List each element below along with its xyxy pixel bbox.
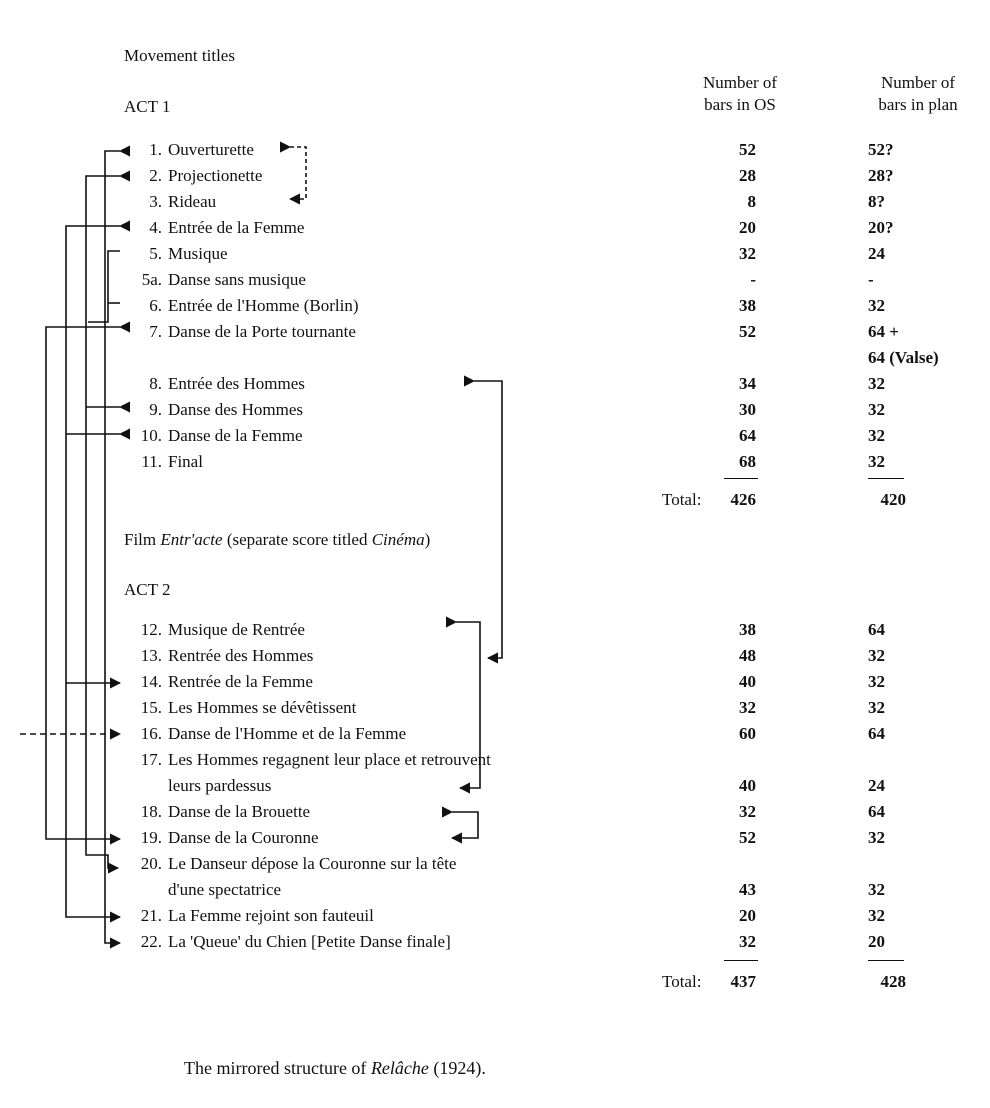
arrow-12-to-17 xyxy=(456,622,480,788)
bars-in-os: 64 xyxy=(739,426,756,445)
bars-in-plan: 24 xyxy=(868,244,885,263)
bars-in-plan: 64 xyxy=(868,620,885,639)
movement-number: 18. xyxy=(140,802,162,821)
movement-number: 22. xyxy=(140,932,162,951)
bars-in-os: 60 xyxy=(739,724,756,743)
plan-header-line1: Number of xyxy=(880,73,956,92)
caption-suffix: (1924). xyxy=(428,1058,486,1078)
film-title: Entr'acte xyxy=(160,530,223,549)
movement-title: Rentrée des Hommes xyxy=(168,646,314,665)
bars-in-plan: 32 xyxy=(868,452,885,471)
movement-title: leurs pardessus xyxy=(168,776,272,795)
movement-number: 17. xyxy=(140,750,162,769)
movement-title: Musique xyxy=(168,244,228,263)
movement-title: Ouverturette xyxy=(168,140,254,159)
bars-in-plan: 64 + xyxy=(868,322,899,341)
arrow-18-to-19 xyxy=(452,812,478,838)
movement-title: Rentrée de la Femme xyxy=(168,672,313,691)
caption-title: Relâche xyxy=(370,1058,429,1078)
movement-number: 15. xyxy=(140,698,162,717)
bars-in-os: 32 xyxy=(739,698,756,717)
bars-in-os: 30 xyxy=(739,400,756,419)
film-middle: (separate score titled xyxy=(222,530,372,549)
movement-title: Danse de la Porte tournante xyxy=(168,322,356,341)
bars-in-os: 8 xyxy=(747,192,756,211)
movement-number: 5. xyxy=(149,244,162,263)
bars-in-os: 52 xyxy=(739,828,756,847)
movement-number: 10. xyxy=(140,426,162,445)
bars-in-os: 48 xyxy=(739,646,756,665)
movement-title: Entrée des Hommes xyxy=(168,374,305,393)
bars-in-os: 40 xyxy=(739,776,756,795)
bars-in-os: 32 xyxy=(739,244,756,263)
movement-number: 2. xyxy=(149,166,162,185)
movement-number: 6. xyxy=(149,296,162,315)
bars-in-os: 40 xyxy=(739,672,756,691)
movement-title: La Femme rejoint son fauteuil xyxy=(168,906,374,925)
movement-title: Rideau xyxy=(168,192,217,211)
movement-title: Danse de la Femme xyxy=(168,426,303,445)
movement-number: 11. xyxy=(141,452,162,471)
bars-in-os: 28 xyxy=(739,166,756,185)
bars-in-os: 38 xyxy=(739,296,756,315)
bars-in-plan: 64 (Valse) xyxy=(868,348,939,367)
plan-header-line2: bars in plan xyxy=(878,95,958,114)
movement-title: d'une spectatrice xyxy=(168,880,282,899)
bars-in-plan: 52? xyxy=(868,140,894,159)
film-score-title: Cinéma xyxy=(371,530,425,549)
movement-title: Projectionette xyxy=(168,166,263,185)
act1-total-os: 426 xyxy=(730,490,756,509)
bars-in-os: 68 xyxy=(739,452,756,471)
bars-in-os: 52 xyxy=(739,322,756,341)
bars-in-plan: 32 xyxy=(868,400,885,419)
movement-number: 8. xyxy=(149,374,162,393)
movement-number: 21. xyxy=(140,906,162,925)
bars-in-plan: 32 xyxy=(868,698,885,717)
bars-in-plan: 32 xyxy=(868,906,885,925)
bars-in-plan: 32 xyxy=(868,296,885,315)
movement-number: 7. xyxy=(149,322,162,341)
bars-in-os: 38 xyxy=(739,620,756,639)
movement-title: Entrée de l'Homme (Borlin) xyxy=(168,296,359,315)
caption-prefix: The mirrored structure of xyxy=(184,1058,371,1078)
movement-title: Les Hommes se dévêtissent xyxy=(168,698,357,717)
bars-in-plan: - xyxy=(868,270,874,289)
bars-in-plan: 32 xyxy=(868,374,885,393)
movement-number: 14. xyxy=(140,672,162,691)
movement-title: Danse de l'Homme et de la Femme xyxy=(168,724,407,743)
arrow-5-to-14 xyxy=(88,251,120,322)
bars-in-plan: 64 xyxy=(868,724,885,743)
movement-title: Danse de la Couronne xyxy=(168,828,319,847)
movement-number: 1. xyxy=(149,140,162,159)
bars-in-plan: 32 xyxy=(868,880,885,899)
movement-number: 19. xyxy=(140,828,162,847)
bars-in-os: 52 xyxy=(739,140,756,159)
movement-title: Les Hommes regagnent leur place et retrouvent xyxy=(168,750,491,769)
act1-heading: ACT 1 xyxy=(124,97,171,116)
movement-number: 16. xyxy=(140,724,162,743)
movement-title: Entrée de la Femme xyxy=(168,218,305,237)
bars-in-plan: 32 xyxy=(868,828,885,847)
movement-number: 4. xyxy=(149,218,162,237)
movement-title: Final xyxy=(168,452,203,471)
film-suffix: ) xyxy=(424,530,431,549)
movement-titles-heading: Movement titles xyxy=(124,46,235,65)
bars-in-os: 20 xyxy=(739,906,756,925)
bars-in-plan: 64 xyxy=(868,802,885,821)
act1-total-plan: 420 xyxy=(880,490,906,509)
movement-title: La 'Queue' du Chien [Petite Danse finale] xyxy=(168,932,451,951)
bars-in-os: 43 xyxy=(739,880,756,899)
movement-title: Danse des Hommes xyxy=(168,400,304,419)
movement-number: 13. xyxy=(140,646,162,665)
bars-in-plan: 8? xyxy=(868,192,885,211)
act2-heading: ACT 2 xyxy=(124,580,171,599)
movement-number: 12. xyxy=(140,620,162,639)
bars-in-os: 32 xyxy=(739,802,756,821)
os-header-line2: bars in OS xyxy=(704,95,776,114)
arrow-7-to-19 xyxy=(46,327,120,839)
movement-number: 9. xyxy=(149,400,162,419)
bars-in-os: 20 xyxy=(739,218,756,237)
act2-total-label: Total: xyxy=(662,972,702,991)
bars-in-plan: 32 xyxy=(868,672,885,691)
bars-in-os: - xyxy=(750,270,756,289)
bars-in-plan: 28? xyxy=(868,166,894,185)
movement-title: Danse sans musique xyxy=(168,270,306,289)
arrow-1-to-3 xyxy=(290,147,306,199)
movement-title: Le Danseur dépose la Couronne sur la tête xyxy=(168,854,457,873)
arrow-4-to-21 xyxy=(66,226,120,917)
bars-in-plan: 32 xyxy=(868,646,885,665)
bars-in-os: 32 xyxy=(739,932,756,951)
movement-number: 5a. xyxy=(141,270,162,289)
act1-total-label: Total: xyxy=(662,490,702,509)
act2-total-os: 437 xyxy=(730,972,756,991)
movement-number: 20. xyxy=(140,854,162,873)
movement-title: Danse de la Brouette xyxy=(168,802,311,821)
arrow-8-to-13 xyxy=(474,381,502,658)
movement-number: 3. xyxy=(149,192,162,211)
bars-in-plan: 32 xyxy=(868,426,885,445)
arrow-2-to-20 xyxy=(86,176,120,868)
movement-title: Musique de Rentrée xyxy=(168,620,305,639)
bars-in-plan: 24 xyxy=(868,776,885,795)
bars-in-os: 34 xyxy=(739,374,756,393)
act2-total-plan: 428 xyxy=(880,972,906,991)
film-prefix: Film xyxy=(124,530,161,549)
bars-in-plan: 20? xyxy=(868,218,894,237)
os-header-line1: Number of xyxy=(702,73,778,92)
bars-in-plan: 20 xyxy=(868,932,885,951)
